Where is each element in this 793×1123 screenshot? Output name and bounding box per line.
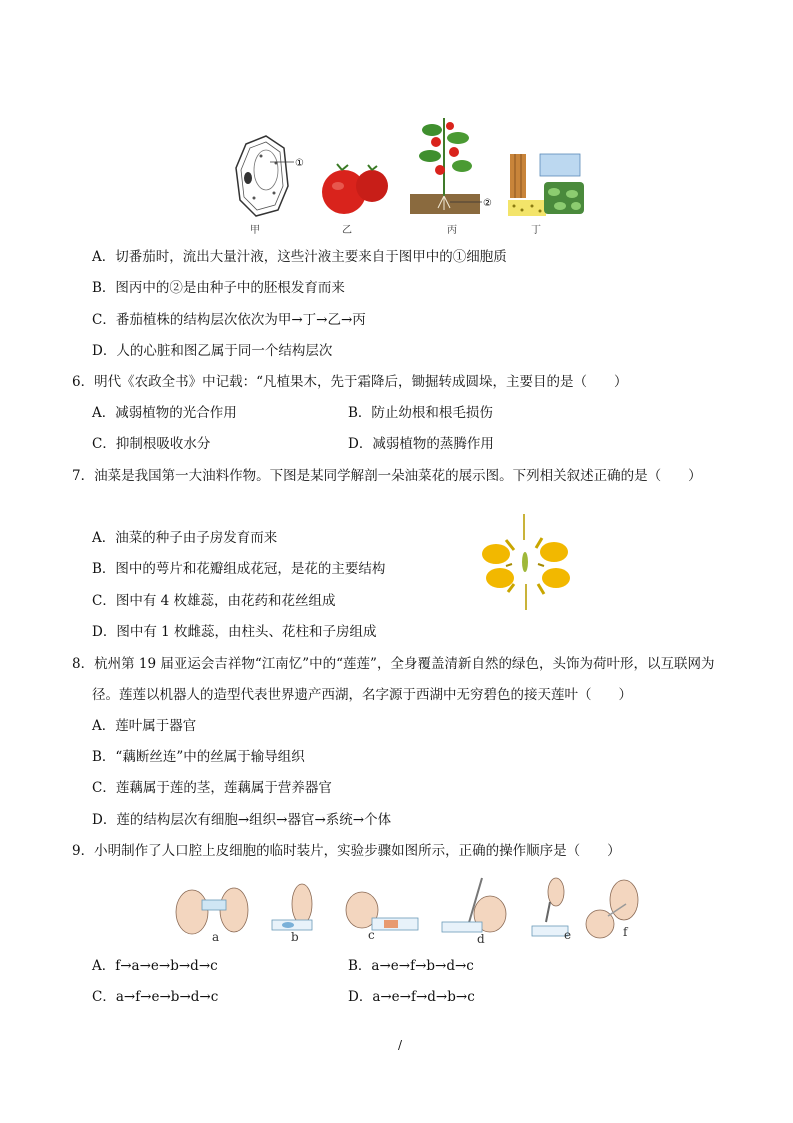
q8-option-b: B．“藕断丝连”中的丝属于输导组织: [92, 749, 305, 765]
step-label-a: a: [212, 930, 220, 944]
q9-stem: 9．小明制作了人口腔上皮细胞的临时装片，实验步骤如图所示，正确的操作顺序是（ ）: [72, 843, 621, 859]
q9-option-b: B．a→e→f→b→d→c: [348, 958, 474, 974]
q7-option-a: A．油菜的种子由子房发育而来: [92, 530, 278, 546]
plant-structure-figure: [226, 108, 596, 234]
step-label-d: d: [477, 932, 485, 946]
q8-stem-line2: 径。莲莲以机器人的造型代表世界遗产西湖，名字源于西湖中无穷碧色的接天莲叶（ ）: [92, 687, 632, 703]
page-number: /: [398, 1038, 403, 1052]
q9-option-c: C．a→f→e→b→d→c: [92, 989, 219, 1005]
marker-1: ①: [295, 158, 304, 169]
q6-option-c: C．抑制根吸收水分: [92, 436, 211, 452]
step-label-f: f: [623, 925, 628, 939]
marker-2: ②: [483, 198, 492, 209]
q7-option-b: B．图中的萼片和花瓣组成花冠，是花的主要结构: [92, 561, 386, 577]
q5-option-a: A．切番茄时，流出大量汁液，这些汁液主要来自于图甲中的①细胞质: [92, 249, 507, 265]
q6-stem: 6．明代《农政全书》中记载：“凡植果木，先于霜降后，锄掘转成圆垛，主要目的是（ ）: [72, 374, 628, 390]
figure-label-jia: 甲: [250, 225, 260, 236]
q6-option-b: B．防止幼根和根毛损伤: [348, 405, 493, 421]
figure-label-bing: 丙: [447, 225, 457, 236]
tissue-drawing: [508, 154, 584, 216]
q7-option-d: D．图中有 1 枚雌蕊，由柱头、花柱和子房组成: [92, 624, 377, 640]
figure-label-yi: 乙: [342, 225, 352, 236]
q5-option-c: C．番茄植株的结构层次依次为甲→丁→乙→丙: [92, 312, 366, 328]
tomato-drawing: [322, 164, 388, 214]
q7-option-c: C．图中有 4 枚雄蕊，由花药和花丝组成: [92, 593, 336, 609]
step-label-c: c: [368, 928, 375, 942]
q7-stem: 7．油菜是我国第一大油料作物。下图是某同学解剖一朵油菜花的展示图。下列相关叙述正确的是（ ）: [72, 468, 702, 484]
step-label-b: b: [291, 930, 299, 944]
step-label-e: e: [564, 928, 572, 942]
q6-option-d: D．减弱植物的蒸腾作用: [348, 436, 494, 452]
q8-option-d: D．莲的结构层次有细胞→组织→器官→系统→个体: [92, 812, 392, 828]
q5-option-d: D．人的心脏和图乙属于同一个结构层次: [92, 343, 333, 359]
q8-stem-line1: 8．杭州第 19 届亚运会吉祥物“江南忆”中的“莲莲”，全身覆盖清新自然的绿色，头饰为荷叶形，以互联网为: [72, 656, 715, 672]
q8-option-c: C．莲藕属于莲的茎，莲藕属于营养器官: [92, 780, 332, 796]
q9-option-a: A．f→a→e→b→d→c: [92, 958, 218, 974]
q5-option-b: B．图丙中的②是由种子中的胚根发育而来: [92, 280, 345, 296]
rapeseed-flower-figure: [476, 510, 588, 614]
q9-option-d: D．a→e→f→d→b→c: [348, 989, 475, 1005]
figure-label-ding: 丁: [531, 225, 541, 236]
tomato-plant-drawing: [410, 118, 482, 214]
q6-option-a: A．减弱植物的光合作用: [92, 405, 237, 421]
q8-option-a: A．莲叶属于器官: [92, 718, 197, 734]
slide-preparation-steps-figure: [172, 874, 644, 946]
plant-cell-drawing: [236, 136, 294, 216]
